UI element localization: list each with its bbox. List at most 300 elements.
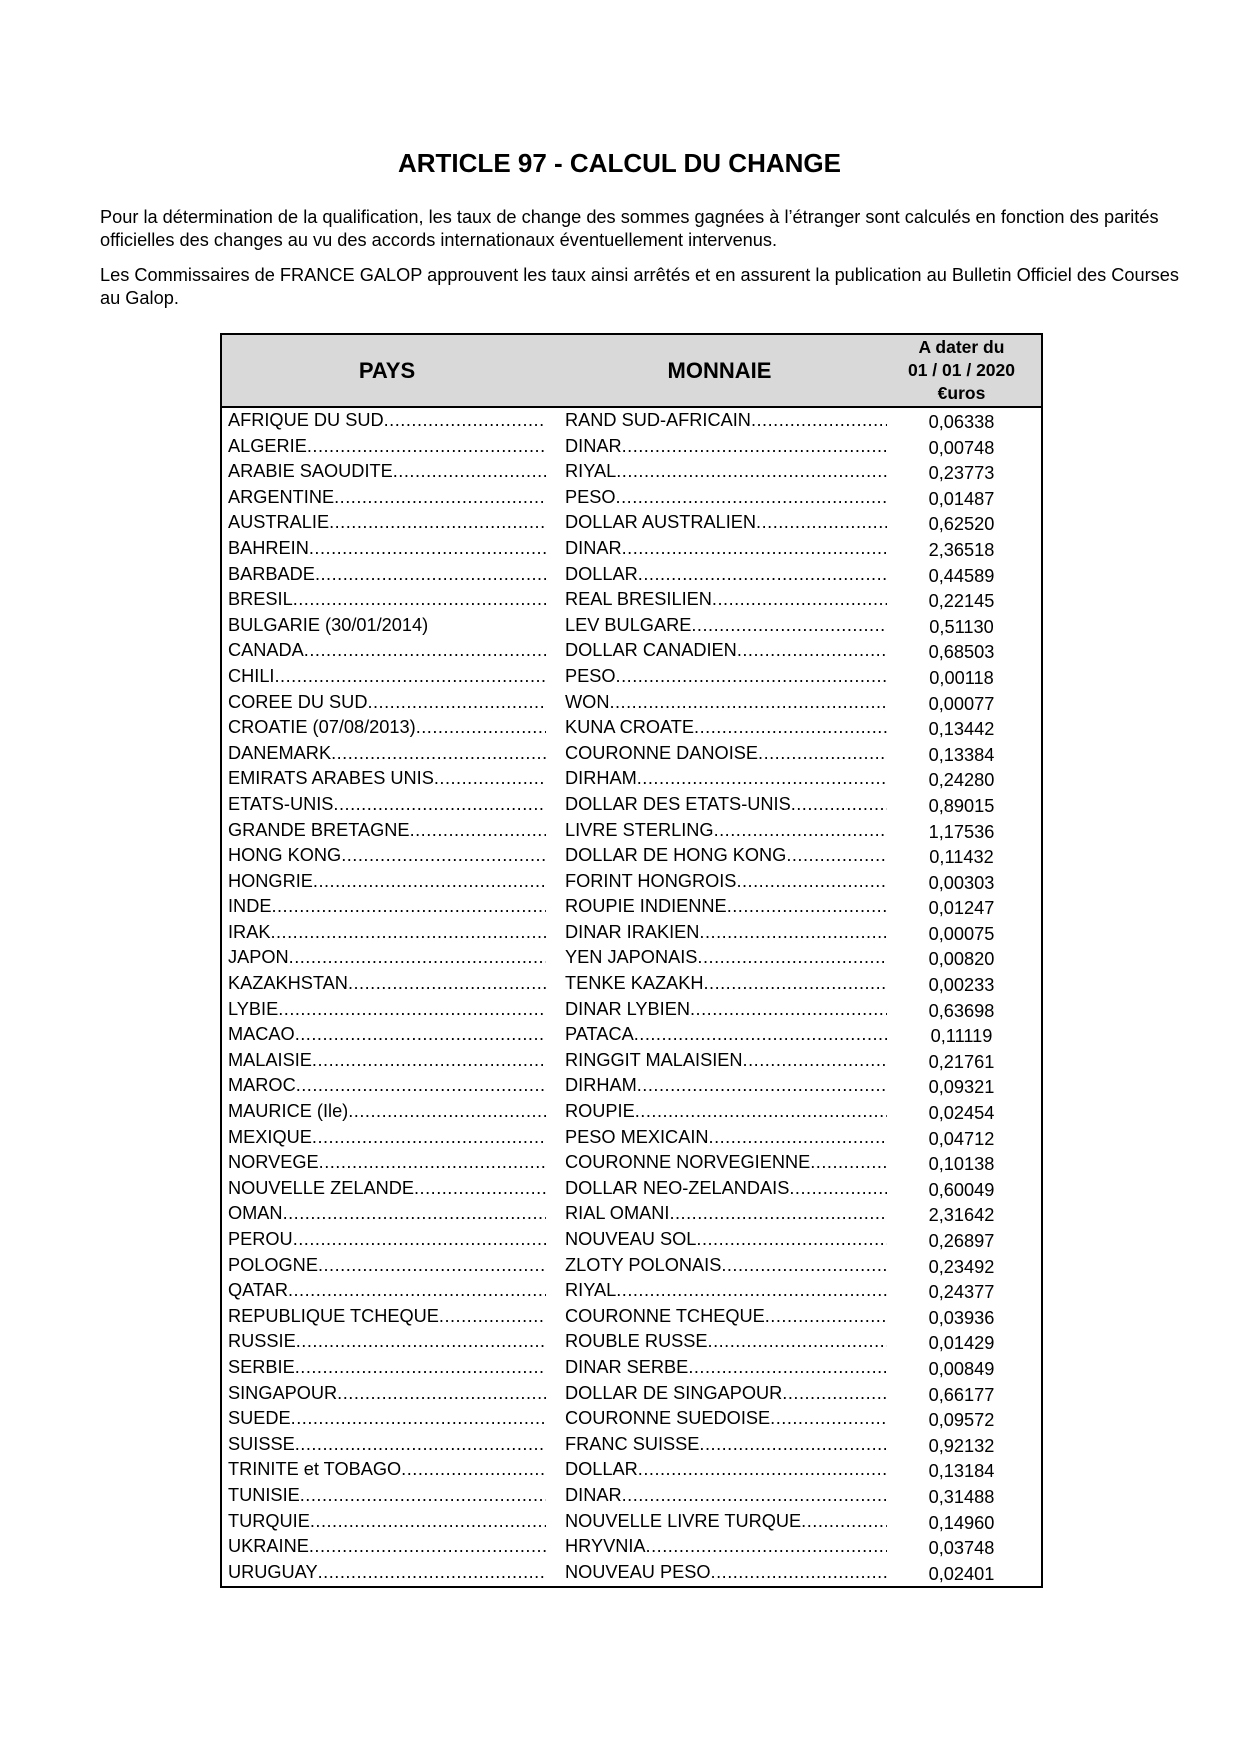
dot-leader xyxy=(348,971,546,997)
exchange-rate-value: 0,13184 xyxy=(928,1461,995,1482)
dot-leader xyxy=(638,562,887,588)
currency-name: DINAR xyxy=(565,1484,622,1505)
exchange-rate-value: 0,13442 xyxy=(928,719,995,740)
cell-monnaie xyxy=(565,485,887,511)
cell-pays xyxy=(228,1483,546,1509)
country-name: LYBIE xyxy=(228,998,279,1019)
cell-pays xyxy=(228,1406,546,1432)
exchange-rate-value: 0,00303 xyxy=(928,872,995,893)
cell-pays xyxy=(228,690,546,716)
exchange-rate-value: 2,36518 xyxy=(928,539,995,560)
table-row xyxy=(222,459,1041,485)
cell-monnaie xyxy=(565,1253,887,1279)
cell-monnaie xyxy=(565,1329,887,1355)
country-name: HONG KONG xyxy=(228,845,342,866)
cell-monnaie xyxy=(565,1406,887,1432)
dot-leader xyxy=(337,1381,546,1407)
table-row xyxy=(222,1227,1041,1253)
exchange-rate-value: 0,21761 xyxy=(928,1051,995,1072)
country-name: QATAR xyxy=(228,1280,288,1301)
dot-leader xyxy=(331,741,546,767)
table-row xyxy=(222,1329,1041,1355)
currency-name: YEN JAPONAIS xyxy=(565,947,698,968)
exchange-rate-value: 0,22145 xyxy=(928,591,995,612)
table-row xyxy=(222,1201,1041,1227)
dot-leader xyxy=(275,664,547,690)
dot-leader xyxy=(384,408,546,434)
country-name: HONGRIE xyxy=(228,870,313,891)
dot-leader xyxy=(296,1329,546,1355)
cell-monnaie xyxy=(565,1560,887,1586)
country-name: INDE xyxy=(228,896,272,917)
dot-leader xyxy=(709,1125,887,1151)
country-name: POLOGNE xyxy=(228,1254,318,1275)
dot-leader xyxy=(434,766,546,792)
cell-monnaie xyxy=(565,1150,887,1176)
exchange-rate-value: 0,11432 xyxy=(929,847,994,868)
dot-leader xyxy=(637,1073,887,1099)
cell-monnaie xyxy=(565,690,887,716)
dot-leader xyxy=(293,1227,546,1253)
exchange-rate-value: 0,14960 xyxy=(928,1512,995,1533)
country-name: CHILI xyxy=(228,665,275,686)
exchange-rate-value: 2,31642 xyxy=(928,1205,995,1226)
country-name: IRAK xyxy=(228,921,271,942)
table-row xyxy=(222,408,1041,434)
cell-monnaie xyxy=(565,766,887,792)
table-row xyxy=(222,1022,1041,1048)
country-name: ARABIE SAOUDITE xyxy=(228,461,393,482)
currency-name: DOLLAR CANADIEN xyxy=(565,640,737,661)
dot-leader xyxy=(756,510,887,536)
cell-pays xyxy=(228,894,546,920)
dot-leader xyxy=(690,997,887,1023)
dot-leader xyxy=(782,1381,887,1407)
currency-name: RINGGIT MALAISIEN xyxy=(565,1049,743,1070)
cell-monnaie xyxy=(565,1432,887,1458)
exchange-rate-value: 0,01247 xyxy=(928,898,995,919)
country-name: REPUBLIQUE TCHEQUE xyxy=(228,1305,439,1326)
exchange-rate-value: 0,92132 xyxy=(928,1435,995,1456)
dot-leader xyxy=(291,1406,546,1432)
dot-leader xyxy=(699,920,887,946)
currency-name: PESO xyxy=(565,665,616,686)
table-row xyxy=(222,945,1041,971)
cell-pays xyxy=(228,1560,546,1586)
dot-leader xyxy=(765,1304,887,1330)
exchange-rate-value: 0,26897 xyxy=(928,1231,995,1251)
table-row xyxy=(222,1406,1041,1432)
table-row xyxy=(222,869,1041,895)
column-header-pays: PAYS xyxy=(358,357,416,383)
cell-monnaie xyxy=(565,562,887,588)
dot-leader xyxy=(737,638,887,664)
country-name: TUNISIE xyxy=(228,1484,300,1505)
country-name: CROATIE (07/08/2013) xyxy=(228,717,416,738)
cell-pays xyxy=(228,1227,546,1253)
exchange-rate-value: 0,01487 xyxy=(928,488,995,509)
table-row xyxy=(222,766,1041,792)
dot-leader xyxy=(319,1150,546,1176)
dot-leader xyxy=(348,1099,546,1125)
dot-leader xyxy=(703,971,887,997)
dot-leader xyxy=(334,485,546,511)
dot-leader xyxy=(401,1457,546,1483)
exchange-rate-value: 0,60049 xyxy=(928,1179,995,1200)
dot-leader xyxy=(758,741,887,767)
exchange-rate-value: 0,24377 xyxy=(928,1282,995,1303)
exchange-rate-value: 0,23773 xyxy=(928,463,995,484)
dot-leader xyxy=(312,1125,546,1151)
exchange-rate-value: 0,66177 xyxy=(928,1384,995,1405)
rate-header-unit: €uros xyxy=(937,383,986,403)
dot-leader xyxy=(295,1432,546,1458)
table-row xyxy=(222,1150,1041,1176)
dot-leader xyxy=(810,1150,887,1176)
column-header-monnaie: MONNAIE xyxy=(667,357,772,383)
dot-leader xyxy=(283,1201,546,1227)
dot-leader xyxy=(307,434,546,460)
exchange-rate-value: 0,00118 xyxy=(929,667,994,688)
country-name: OMAN xyxy=(228,1203,283,1224)
currency-name: LIVRE STERLING xyxy=(565,819,714,840)
cell-pays xyxy=(228,715,546,741)
country-name: NORVEGE xyxy=(228,1152,319,1173)
exchange-rate-value: 0,13384 xyxy=(928,744,995,765)
table-row xyxy=(222,843,1041,869)
cell-pays xyxy=(228,920,546,946)
currency-name: RIYAL xyxy=(565,1280,617,1301)
country-name: AUSTRALIE xyxy=(228,512,330,533)
dot-leader xyxy=(296,1073,546,1099)
currency-name: NOUVEAU PESO xyxy=(565,1561,711,1582)
dot-leader xyxy=(638,1457,887,1483)
exchange-rate-value: 0,09572 xyxy=(928,1410,995,1431)
rate-header-line-1: A dater du xyxy=(918,337,1005,357)
country-name: AFRIQUE DU SUD xyxy=(228,410,384,430)
currency-name: DOLLAR DE SINGAPOUR xyxy=(565,1382,783,1403)
dot-leader xyxy=(309,536,546,562)
dot-leader xyxy=(743,1048,887,1074)
table-row xyxy=(222,562,1041,588)
dot-leader xyxy=(634,1022,887,1048)
dot-leader xyxy=(271,894,546,920)
country-name: BULGARIE (30/01/2014) xyxy=(228,614,429,635)
table-row xyxy=(222,485,1041,511)
currency-name: DOLLAR xyxy=(565,1459,638,1480)
dot-leader xyxy=(616,485,887,511)
table-row xyxy=(222,510,1041,536)
cell-monnaie xyxy=(565,945,887,971)
exchange-rate-value: 0,03748 xyxy=(928,1538,995,1559)
cell-monnaie xyxy=(565,920,887,946)
cell-pays xyxy=(228,408,546,434)
currency-name: DINAR LYBIEN xyxy=(565,998,690,1019)
dot-leader xyxy=(622,434,887,460)
currency-name: DOLLAR AUSTRALIEN xyxy=(565,512,757,533)
dot-leader xyxy=(416,715,546,741)
country-name: BAHREIN xyxy=(228,537,309,558)
cell-monnaie xyxy=(565,408,887,434)
currency-name: DINAR xyxy=(565,537,622,558)
currency-name: REAL BRESILIEN xyxy=(565,589,712,610)
country-name: MEXIQUE xyxy=(228,1126,312,1147)
table-row xyxy=(222,434,1041,460)
dot-leader xyxy=(646,1534,887,1560)
cell-pays xyxy=(228,1048,546,1074)
currency-name: HRYVNIA xyxy=(565,1536,646,1557)
cell-pays xyxy=(228,1150,546,1176)
dot-leader xyxy=(691,613,887,639)
dot-leader xyxy=(616,459,887,485)
currency-name: COURONNE DANOISE xyxy=(565,742,759,763)
exchange-rate-value: 0,01429 xyxy=(928,1333,995,1354)
cell-pays xyxy=(228,1201,546,1227)
country-name: MAURICE (Ile) xyxy=(228,1101,349,1122)
exchange-rate-value: 0,02454 xyxy=(928,1103,995,1124)
table-row xyxy=(222,1560,1041,1586)
dot-leader xyxy=(278,997,546,1023)
cell-pays xyxy=(228,1022,546,1048)
dot-leader xyxy=(333,792,546,818)
cell-monnaie xyxy=(565,1176,887,1202)
currency-name: DOLLAR xyxy=(565,563,638,584)
cell-pays xyxy=(228,510,546,536)
cell-monnaie xyxy=(565,638,887,664)
exchange-rate-value: 0,89015 xyxy=(928,795,995,816)
currency-name: ZLOTY POLONAIS xyxy=(565,1254,722,1275)
currency-name: COURONNE NORVEGIENNE xyxy=(565,1152,811,1173)
exchange-rate-value: 0,00075 xyxy=(928,923,995,944)
currency-name: DIRHAM xyxy=(565,768,637,789)
exchange-rate-value: 0,23492 xyxy=(928,1256,995,1277)
dot-leader xyxy=(313,869,546,895)
exchange-rate-value: 0,00233 xyxy=(928,975,995,996)
country-name: TURQUIE xyxy=(228,1510,310,1531)
dot-leader xyxy=(289,945,546,971)
cell-monnaie xyxy=(565,1227,887,1253)
cell-pays xyxy=(228,638,546,664)
table-body xyxy=(222,408,1041,1585)
cell-pays xyxy=(228,1176,546,1202)
table-row xyxy=(222,664,1041,690)
country-name: BRESIL xyxy=(228,589,293,610)
dot-leader xyxy=(727,894,887,920)
country-name: MALAISIE xyxy=(228,1049,312,1070)
country-name: ALGERIE xyxy=(228,435,307,456)
currency-name: FRANC SUISSE xyxy=(565,1433,700,1454)
exchange-rate-value: 0,06338 xyxy=(928,412,995,432)
country-name: RUSSIE xyxy=(228,1331,296,1352)
currency-name: KUNA CROATE xyxy=(565,717,695,738)
cell-monnaie xyxy=(565,1099,887,1125)
dot-leader xyxy=(669,1201,887,1227)
currency-name: FORINT HONGROIS xyxy=(565,870,737,891)
cell-monnaie xyxy=(565,536,887,562)
cell-monnaie xyxy=(565,1278,887,1304)
dot-leader xyxy=(315,562,546,588)
country-name: KAZAKHSTAN xyxy=(228,973,348,994)
dot-leader xyxy=(439,1304,546,1330)
cell-monnaie xyxy=(565,1381,887,1407)
cell-monnaie xyxy=(565,818,887,844)
cell-monnaie xyxy=(565,1304,887,1330)
table-row xyxy=(222,1253,1041,1279)
cell-monnaie xyxy=(565,997,887,1023)
currency-name: DOLLAR DES ETATS-UNIS xyxy=(565,793,791,814)
cell-monnaie xyxy=(565,510,887,536)
cell-monnaie xyxy=(565,459,887,485)
cell-monnaie xyxy=(565,434,887,460)
dot-leader xyxy=(616,664,887,690)
currency-name: RAND SUD-AFRICAIN xyxy=(565,410,751,430)
rate-header-date: 01 / 01 / 2020 xyxy=(907,360,1016,380)
intro-paragraph: Pour la détermination de la qualification, les taux de change des sommes gagnées à l’étranger sont calculés en fonction des parités officielles des changes au vu des accords internationaux éventuellement intervenus. xyxy=(100,207,1159,250)
dot-leader xyxy=(622,536,887,562)
table-row xyxy=(222,638,1041,664)
cell-monnaie xyxy=(565,1125,887,1151)
exchange-rate-value: 0,31488 xyxy=(928,1486,995,1507)
country-name: SUEDE xyxy=(228,1408,291,1429)
country-name: DANEMARK xyxy=(228,742,332,763)
dot-leader xyxy=(688,1355,887,1381)
dot-leader xyxy=(751,408,887,434)
currency-name: RIAL OMANI xyxy=(565,1203,670,1224)
currency-name: NOUVELLE LIVRE TURQUE xyxy=(565,1510,802,1531)
country-name: MAROC xyxy=(228,1075,296,1096)
exchange-rate-value: 0,44589 xyxy=(928,565,995,586)
cell-pays xyxy=(228,587,546,613)
cell-pays xyxy=(228,1125,546,1151)
cell-pays xyxy=(228,971,546,997)
country-name: NOUVELLE ZELANDE xyxy=(228,1177,414,1198)
cell-monnaie xyxy=(565,613,887,639)
currency-name: COURONNE TCHEQUE xyxy=(565,1305,765,1326)
cell-monnaie xyxy=(565,894,887,920)
dot-leader xyxy=(341,843,546,869)
table-row xyxy=(222,971,1041,997)
exchange-rate-value: 0,00748 xyxy=(928,437,995,458)
cell-pays xyxy=(228,1534,546,1560)
exchange-rate-value: 0,24280 xyxy=(928,770,995,791)
exchange-rate-value: 0,68503 xyxy=(928,642,995,663)
table-row xyxy=(222,1381,1041,1407)
table-row xyxy=(222,613,1041,639)
cell-monnaie xyxy=(565,869,887,895)
dot-leader xyxy=(318,1560,546,1586)
table-row xyxy=(222,1304,1041,1330)
cell-pays xyxy=(228,818,546,844)
cell-pays xyxy=(228,843,546,869)
cell-pays xyxy=(228,869,546,895)
exchange-rate-value: 0,00820 xyxy=(928,949,995,970)
table-row xyxy=(222,741,1041,767)
currency-name: COURONNE SUEDOISE xyxy=(565,1408,771,1429)
dot-leader xyxy=(694,715,887,741)
cell-monnaie xyxy=(565,1483,887,1509)
dot-leader xyxy=(293,587,546,613)
table-row xyxy=(222,715,1041,741)
dot-leader xyxy=(635,1099,887,1125)
cell-pays xyxy=(228,434,546,460)
currency-name: PESO xyxy=(565,486,616,507)
cell-monnaie xyxy=(565,741,887,767)
cell-pays xyxy=(228,1355,546,1381)
dot-leader xyxy=(393,459,546,485)
currency-name: ROUPIE xyxy=(565,1101,635,1122)
currency-name: PESO MEXICAIN xyxy=(565,1126,709,1147)
country-name: MACAO xyxy=(228,1024,295,1045)
table-row xyxy=(222,1457,1041,1483)
table-row xyxy=(222,1125,1041,1151)
currency-name: DINAR SERBE xyxy=(565,1356,689,1377)
country-name: SERBIE xyxy=(228,1356,295,1377)
exchange-rate-value: 0,03936 xyxy=(928,1307,995,1328)
dot-leader xyxy=(609,690,887,716)
country-name: UKRAINE xyxy=(228,1536,309,1557)
cell-monnaie xyxy=(565,1457,887,1483)
currency-name: TENKE KAZAKH xyxy=(565,973,704,994)
table-row xyxy=(222,1432,1041,1458)
currency-name: DINAR xyxy=(565,435,622,456)
dot-leader xyxy=(295,1355,546,1381)
page-title: ARTICLE 97 - CALCUL DU CHANGE xyxy=(398,148,841,178)
dot-leader xyxy=(770,1406,887,1432)
cell-pays xyxy=(228,1099,546,1125)
cell-pays xyxy=(228,536,546,562)
country-name: URUGUAY xyxy=(228,1561,318,1582)
exchange-rate-value: 0,00077 xyxy=(928,693,995,714)
table-row xyxy=(222,1483,1041,1509)
currency-name: RIYAL xyxy=(565,461,617,482)
exchange-rate-value: 1,17536 xyxy=(928,821,995,842)
table-row xyxy=(222,1099,1041,1125)
currency-name: ROUPIE INDIENNE xyxy=(565,896,727,917)
cell-pays xyxy=(228,562,546,588)
dot-leader xyxy=(789,1176,887,1202)
country-name: BARBADE xyxy=(228,563,315,584)
cell-monnaie xyxy=(565,792,887,818)
currency-name: PATACA xyxy=(565,1024,634,1045)
table-row xyxy=(222,792,1041,818)
dot-leader xyxy=(616,1278,887,1304)
cell-pays xyxy=(228,1253,546,1279)
table-row xyxy=(222,587,1041,613)
table-row xyxy=(222,920,1041,946)
cell-pays xyxy=(228,1073,546,1099)
cell-pays xyxy=(228,792,546,818)
dot-leader xyxy=(410,818,546,844)
cell-monnaie xyxy=(565,1201,887,1227)
cell-monnaie xyxy=(565,1534,887,1560)
cell-monnaie xyxy=(565,1022,887,1048)
currency-name: DOLLAR DE HONG KONG xyxy=(565,845,787,866)
currency-name: ROUBLE RUSSE xyxy=(565,1331,708,1352)
dot-leader xyxy=(310,1509,546,1535)
country-name: GRANDE BRETAGNE xyxy=(228,819,410,840)
exchange-rate-value: 0,11119 xyxy=(930,1026,993,1047)
dot-leader xyxy=(329,510,546,536)
table-row xyxy=(222,1048,1041,1074)
table-row xyxy=(222,997,1041,1023)
table-row xyxy=(222,1278,1041,1304)
dot-leader xyxy=(622,1483,887,1509)
dot-leader xyxy=(711,1560,887,1586)
dot-leader xyxy=(712,587,887,613)
country-name: COREE DU SUD xyxy=(228,691,368,712)
cell-monnaie xyxy=(565,1355,887,1381)
country-name: ETATS-UNIS xyxy=(228,793,334,814)
